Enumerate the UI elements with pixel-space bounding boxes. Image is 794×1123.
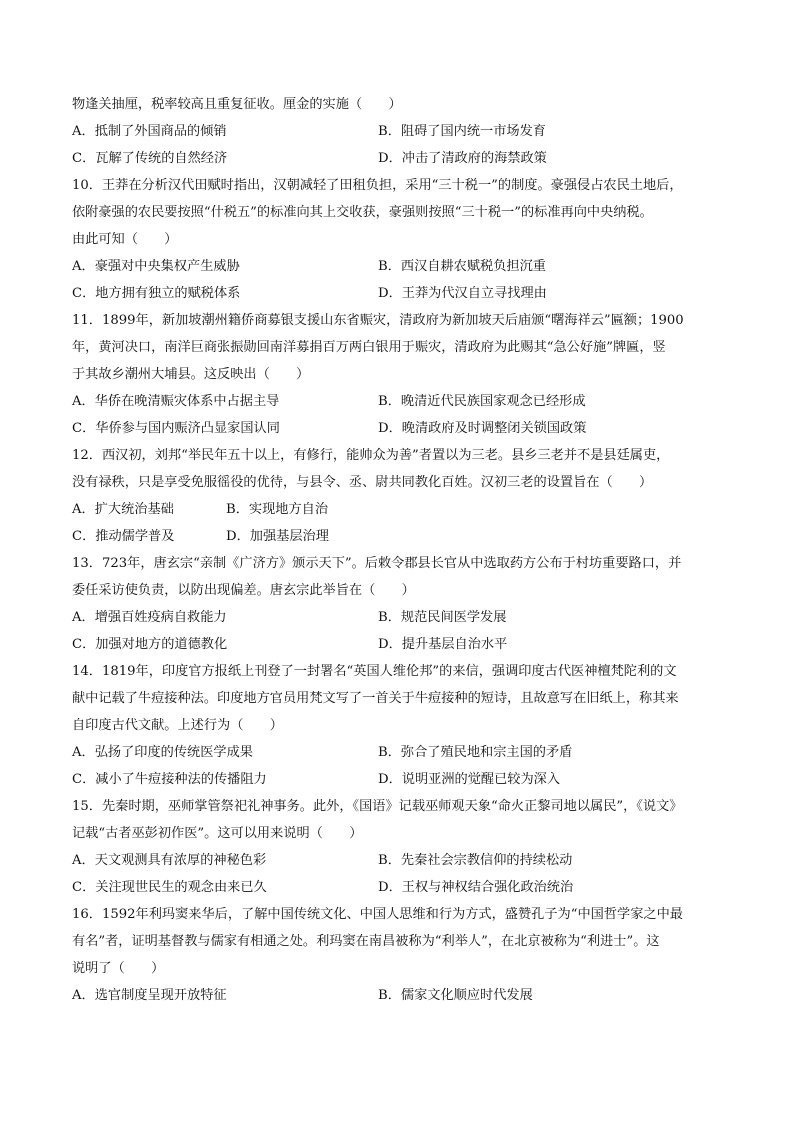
question-13-options-row-1 — [72, 604, 724, 631]
question-14-options-row-2 — [72, 766, 724, 793]
question-15-stem-line-1: 15．先秦时期，巫师掌管祭祀礼神事务。此外，《国语》记载巫师观天象“命火正黎司地以属民”，《说文》 — [72, 799, 683, 814]
question-12-stem-line-1: 12．西汉初，刘邦“举民年五十以上，有修行，能帅众为善”者置以为三老。县乡三老并不是县廷属吏， — [72, 448, 670, 463]
question-12-options-row-1 — [72, 496, 724, 523]
question-14-option-b[interactable]: B．弥合了殖民地和宗主国的矛盾 — [378, 745, 573, 760]
question-10-stem-line-3: 由此可知（ ） — [72, 232, 178, 247]
question-14-option-c[interactable]: C．减小了牛痘接种法的传播阻力 — [72, 772, 267, 787]
question-10-option-a[interactable]: A．豪强对中央集权产生威胁 — [72, 259, 240, 274]
question-15-options-row-1 — [72, 847, 724, 874]
question-10-option-b[interactable]: B．西汉自耕农赋税负担沉重 — [378, 259, 546, 274]
question-11-options-row-1 — [72, 388, 724, 415]
question-9-options-row-1 — [72, 118, 724, 145]
question-13-stem-line-1: 13．723年，唐玄宗“亲制《广济方》颁示天下”。后敕令郡县长官从中选取药方公布于村坊重要路口，并 — [72, 556, 682, 571]
question-9-option-b[interactable]: B．阻碍了国内统一市场发育 — [378, 124, 546, 139]
question-11-stem-line-3: 于其故乡潮州大埔县。这反映出（ ） — [72, 367, 310, 382]
question-9-options-row-2 — [72, 145, 724, 172]
question-16-stem-line-1: 16．1592年利玛窦来华后，了解中国传统文化、中国人思维和行为方式，盛赞孔子为“中国哲学家之中最 — [72, 907, 683, 922]
question-12-options-row-2 — [72, 523, 724, 550]
question-9 — [72, 91, 724, 172]
question-10-option-d[interactable]: D．王莽为代汉自立寻找理由 — [378, 286, 547, 301]
question-16-options-row-1 — [72, 982, 724, 1009]
question-12-option-b[interactable]: B．实现地方自治 — [226, 502, 329, 517]
question-11-option-c[interactable]: C．华侨参与国内赈济凸显家国认同 — [72, 421, 280, 436]
question-16-option-a[interactable]: A．选官制度呈现开放特征 — [72, 988, 227, 1003]
question-13-option-d[interactable]: D．提升基层自治水平 — [378, 637, 508, 652]
question-15 — [72, 793, 724, 901]
question-11 — [72, 307, 724, 442]
question-15-option-b[interactable]: B．先秦社会宗教信仰的持续松动 — [378, 853, 573, 868]
question-11-option-d[interactable]: D．晚清政府及时调整闭关锁国政策 — [378, 421, 587, 436]
question-12-stem-line-2: 没有禄秩，只是享受免服徭役的优待，与县令、丞、尉共同教化百姓。汉初三老的设置旨在（ ） — [72, 475, 653, 490]
question-14-stem-line-3: 自印度古代文献。上述行为（ ） — [72, 718, 283, 733]
question-16-stem-line-2: 有名”者，证明基督教与儒家有相通之处。利玛窦在南昌被称为“利举人”，在北京被称为“利进士”。这 — [72, 934, 660, 949]
question-10-option-c[interactable]: C．地方拥有独立的赋税体系 — [72, 286, 241, 301]
question-13-options-row-2 — [72, 631, 724, 658]
question-16-stem-line-3: 说明了（ ） — [72, 961, 165, 976]
question-12 — [72, 442, 724, 550]
question-13-option-b[interactable]: B．规范民间医学发展 — [378, 610, 507, 625]
question-11-stem-line-1: 11．1899年，新加坡潮州籍侨商募银支援山东省赈灾，清政府为新加坡天后庙颁“曙海祥云”匾额；1900 — [72, 313, 684, 328]
question-11-stem-line-2: 年，黄河决口，南洋巨商张振勋回南洋募捐百万两白银用于赈灾，清政府为此赐其“急公好施”牌匾，竖 — [72, 340, 666, 355]
question-9-option-c[interactable]: C．瓦解了传统的自然经济 — [72, 151, 228, 166]
question-13-stem-line-2: 委任采访使负责，以防出现偏差。唐玄宗此举旨在（ ） — [72, 583, 415, 598]
question-13-option-a[interactable]: A．增强百姓疫病自救能力 — [72, 610, 227, 625]
question-11-option-a[interactable]: A．华侨在晚清赈灾体系中占据主导 — [72, 394, 280, 409]
question-15-options-row-2 — [72, 874, 724, 901]
question-10-stem-line-1: 10．王莽在分析汉代田赋时指出，汉朝减轻了田租负担，采用“三十税一”的制度。豪强侵占农民土地后， — [72, 178, 683, 193]
question-15-option-a[interactable]: A．天文观测具有浓厚的神秘色彩 — [72, 853, 267, 868]
question-13-option-c[interactable]: C．加强对地方的道德教化 — [72, 637, 228, 652]
question-14-stem-line-2: 献中记载了牛痘接种法。印度地方官员用梵文写了一首关于牛痘接种的短诗，且故意写在旧纸上，称其来 — [72, 691, 679, 706]
question-14-option-d[interactable]: D．说明亚洲的觉醒已较为深入 — [378, 772, 561, 787]
question-11-options-row-2 — [72, 415, 724, 442]
question-15-option-d[interactable]: D．王权与神权结合强化政治统治 — [378, 880, 574, 895]
question-10-stem-line-2: 依附豪强的农民要按照“什税五”的标准向其上交收获，豪强则按照“三十税一”的标准再向中央纳税。 — [72, 205, 653, 220]
question-16 — [72, 901, 724, 1009]
question-9-stem: 物逢关抽厘，税率较高且重复征收。厘金的实施（ ） — [72, 97, 402, 112]
question-14 — [72, 658, 724, 793]
question-15-option-c[interactable]: C．关注现世民生的观念由来已久 — [72, 880, 267, 895]
question-11-option-b[interactable]: B．晚清近代民族国家观念已经形成 — [378, 394, 586, 409]
question-14-stem-line-1: 14．1819年，印度官方报纸上刊登了一封署名“英国人维伦邦”的来信，强调印度古代医神檀梵陀利的文 — [72, 664, 677, 679]
question-12-option-a[interactable]: A．扩大统治基础 — [72, 502, 174, 517]
question-9-option-d[interactable]: D．冲击了清政府的海禁政策 — [378, 151, 547, 166]
question-15-stem-line-2: 记载“古者巫彭初作医”。这可以用来说明（ ） — [72, 826, 363, 841]
question-9-option-a[interactable]: A．抵制了外国商品的倾销 — [72, 124, 227, 139]
question-12-option-c[interactable]: C．推动儒学普及 — [72, 529, 175, 544]
question-16-option-b[interactable]: B．儒家文化顺应时代发展 — [378, 988, 533, 1003]
question-14-options-row-1 — [72, 739, 724, 766]
question-10-options-row-2 — [72, 280, 724, 307]
question-10 — [72, 172, 724, 307]
question-14-option-a[interactable]: A．弘扬了印度的传统医学成果 — [72, 745, 253, 760]
exam-page — [72, 91, 724, 1009]
question-10-options-row-1 — [72, 253, 724, 280]
question-12-option-d[interactable]: D．加强基层治理 — [226, 529, 329, 544]
question-13 — [72, 550, 724, 658]
